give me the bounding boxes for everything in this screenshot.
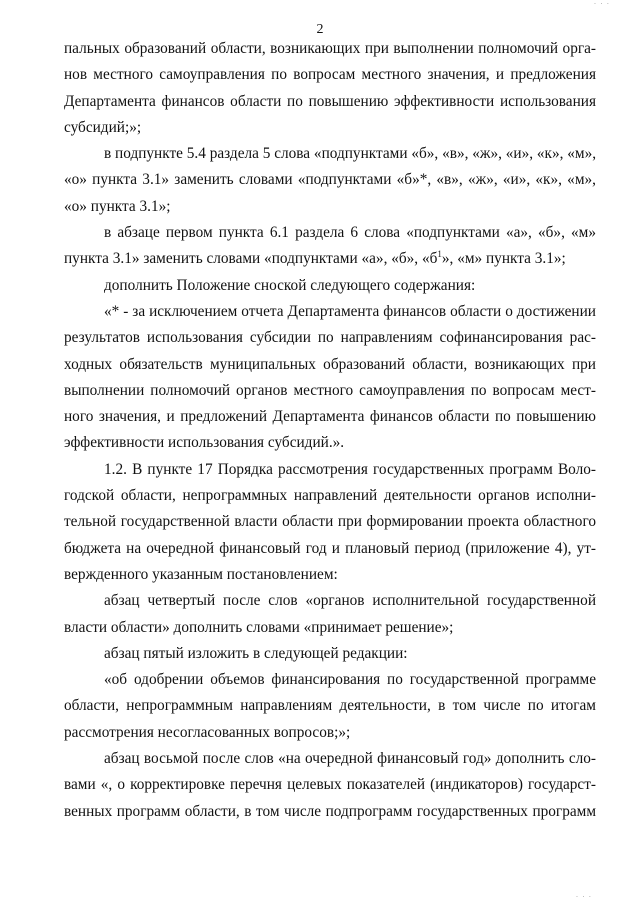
text-line-content: власти области» дополнить словами «принимает решение»;	[64, 618, 454, 636]
text-line-content: в абзаце первом пункта 6.1 раздела 6 слова «подпунктами «а», «б», «м»	[104, 224, 596, 242]
text-line-content: годской области, непрограммных направлений деятельности органов исполни-	[64, 487, 596, 505]
text-line-content: пальных образований области, возникающих при выполнении полномочий орга-	[64, 40, 596, 57]
text-line-content: пункта 3.1» заменить словами «подпунктами «а», «б», «б	[64, 250, 438, 268]
text-line	[64, 378, 596, 404]
text-line	[64, 246, 596, 272]
text-line-content: выполнении полномочий органов местного самоуправления по вопросам мест-	[64, 381, 596, 399]
text-line-content: эффективности использования субсидий.».	[64, 434, 345, 452]
text-line	[64, 404, 596, 430]
text-line	[64, 352, 596, 378]
text-line-content: абзац восьмой после слов «на очередной финансовый год» дополнить сло-	[104, 750, 596, 768]
text-line-content: венных программ области, в том числе подпрограмм государственных программ	[64, 802, 596, 820]
text-line-content: 1.2. В пункте 17 Порядка рассмотрения государственных программ Воло-	[104, 460, 596, 478]
text-line	[64, 746, 596, 772]
text-line-content: «об одобрении объемов финансирования по государственной программе	[104, 671, 596, 689]
text-line-content: тельной государственной власти области при формировании проекта областного	[64, 513, 596, 531]
text-line-content: результатов использования субсидии по направлениям софинансирования рас-	[64, 329, 596, 347]
text-line-content: Департамента финансов области по повышению эффективности использования	[64, 92, 596, 110]
text-line	[64, 36, 596, 62]
text-line	[64, 299, 596, 325]
text-line	[64, 641, 596, 667]
text-line-content: абзац четвертый после слов «органов исполнительной государственной	[104, 592, 596, 610]
text-line	[64, 615, 596, 641]
text-line-content: нов местного самоуправления по вопросам местного значения, и предложения	[64, 66, 596, 84]
text-line	[64, 799, 596, 825]
text-line-content: дополнить Положение сноской следующего содержания:	[104, 276, 476, 294]
text-line-content: вами «, о корректировке перечня целевых показателей (индикаторов) государст-	[64, 776, 596, 794]
scan-corner-mark-bottom: · · ·	[575, 893, 592, 901]
text-line-content: рассмотрения несогласованных вопросов;»;	[64, 723, 351, 741]
text-line	[64, 693, 596, 719]
text-line-content: абзац пятый изложить в следующей редакции:	[104, 644, 408, 662]
text-line-content: вержденного указанным постановлением:	[64, 565, 338, 583]
text-line	[64, 62, 596, 88]
text-line	[64, 141, 596, 167]
text-line-content: области, непрограммным направлениям деятельности, в том числе по итогам	[64, 697, 596, 715]
text-line	[64, 588, 596, 614]
text-line	[64, 220, 596, 246]
text-line	[64, 89, 596, 115]
text-line	[64, 273, 596, 299]
text-line	[64, 115, 596, 141]
text-line	[64, 667, 596, 693]
text-line	[64, 720, 596, 746]
superscript: 1	[437, 249, 442, 260]
text-line	[64, 483, 596, 509]
text-line-content: бюджета на очередной финансовый год и плановый период (приложение 4), ут-	[64, 539, 596, 557]
text-line-content: в подпункте 5.4 раздела 5 слова «подпунктами «б», «в», «ж», «и», «к», «м»,	[104, 145, 596, 163]
text-line	[64, 194, 596, 220]
text-line	[64, 772, 596, 798]
text-line	[64, 457, 596, 483]
text-line-content: субсидий;»;	[64, 118, 142, 136]
scan-corner-mark-top: · · ·	[593, 0, 610, 8]
text-line-content: «* - за исключением отчета Департамента финансов области о достижении	[104, 302, 596, 320]
text-line-content: ходных обязательств муниципальных образований области, возникающих при	[64, 355, 596, 373]
page-number: 2	[316, 22, 324, 37]
text-line-content: «о» пункта 3.1»;	[64, 197, 171, 215]
text-line-content: «о» пункта 3.1» заменить словами «подпунктами «б»*, «в», «ж», «и», «к», «м»,	[64, 171, 596, 189]
text-line	[64, 430, 596, 456]
text-line	[64, 325, 596, 351]
text-line-content: ного значения, и предложений Департамента финансов области по повышению	[64, 408, 596, 426]
text-line-content-tail: », «м» пункта 3.1»;	[441, 250, 566, 268]
text-line	[64, 509, 596, 535]
text-line	[64, 167, 596, 193]
text-line	[64, 536, 596, 562]
document-body	[64, 36, 596, 825]
text-line	[64, 562, 596, 588]
